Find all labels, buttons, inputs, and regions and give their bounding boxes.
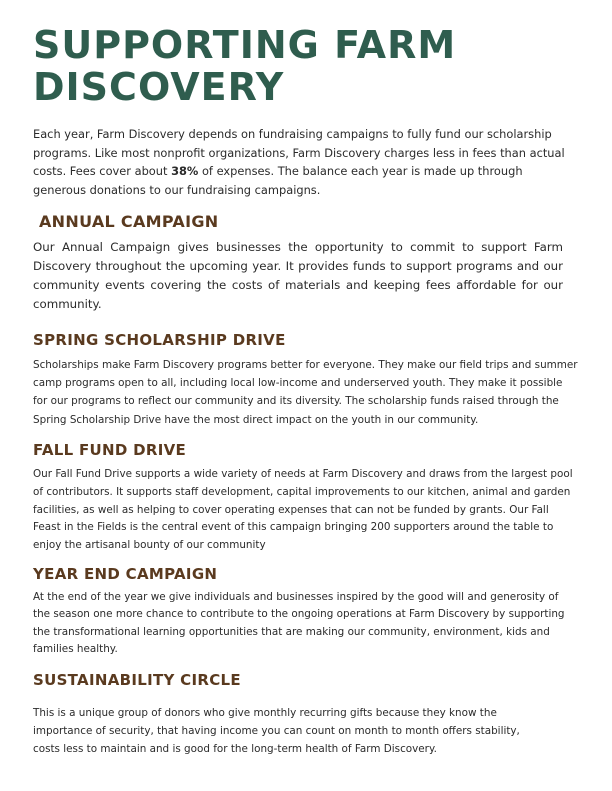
spring-scholarship-text: Scholarships make Farm Discovery programs better for everyone. They make our field trips and summer camp programs open to all, including local low-income and underserved youth. They make it possible for our programs to reflect our community and its diversity. The scholarship funds raised through the Spring Scholarship Drive have the most direct impact on the youth in our community. — [33, 359, 578, 426]
sustainability-circle-text: This is a unique group of donors who give monthly recurring gifts because they know the importance of security, that having income you can count on month to month offers stability, costs less to maintain and is good for the long-term health of Farm Discovery. — [33, 707, 520, 756]
intro-text-after: of expenses. The balance each year is made up through generous donations to our fundraising campaigns. — [33, 164, 523, 197]
fall-fund-text: Our Fall Fund Drive supports a wide variety of needs at Farm Discovery and draws from the largest pool of contributors. It supports staff development, capital improvements to our kitchen, animal and garden facilities, as well as helping to cover operating expenses that can not be funded by grants. Our Fall Feast in the Fields is the central event of this campaign bringing 200 supporters around the table to enjoy the artisanal bounty of our community — [33, 468, 573, 552]
intro-text-before: Each year, Farm Discovery depends on fundraising campaigns to fully fund our scholarship programs. Like most nonprofit organizations, Farm Discovery charges less in fees than actual costs. Fees cover about — [33, 127, 565, 178]
page-title: SUPPORTING FARM DISCOVERY — [33, 23, 457, 109]
fall-fund-heading: FALL FUND DRIVE — [33, 441, 187, 459]
sustainability-circle-heading: SUSTAINABILITY CIRCLE — [33, 671, 241, 689]
year-end-text: At the end of the year we give individuals and businesses inspired by the good will and generosity of the season one more chance to contribute to the ongoing operations at Farm Discovery by supporting the transformational learning opportunities that are making our community, environment, kids and families healthy. — [33, 591, 565, 655]
spring-scholarship-heading: SPRING SCHOLARSHIP DRIVE — [33, 331, 286, 349]
year-end-heading: YEAR END CAMPAIGN — [33, 565, 218, 583]
intro-paragraph — [33, 125, 578, 199]
annual-campaign-heading: ANNUAL CAMPAIGN — [39, 212, 219, 231]
annual-campaign-text: Our Annual Campaign gives businesses the opportunity to commit to support Farm Discovery throughout the upcoming year. It provides funds to support programs and our community events covering the costs of materials and keeping fees affordable for our community. — [33, 240, 563, 311]
fee-percentage: 38% — [171, 164, 199, 178]
